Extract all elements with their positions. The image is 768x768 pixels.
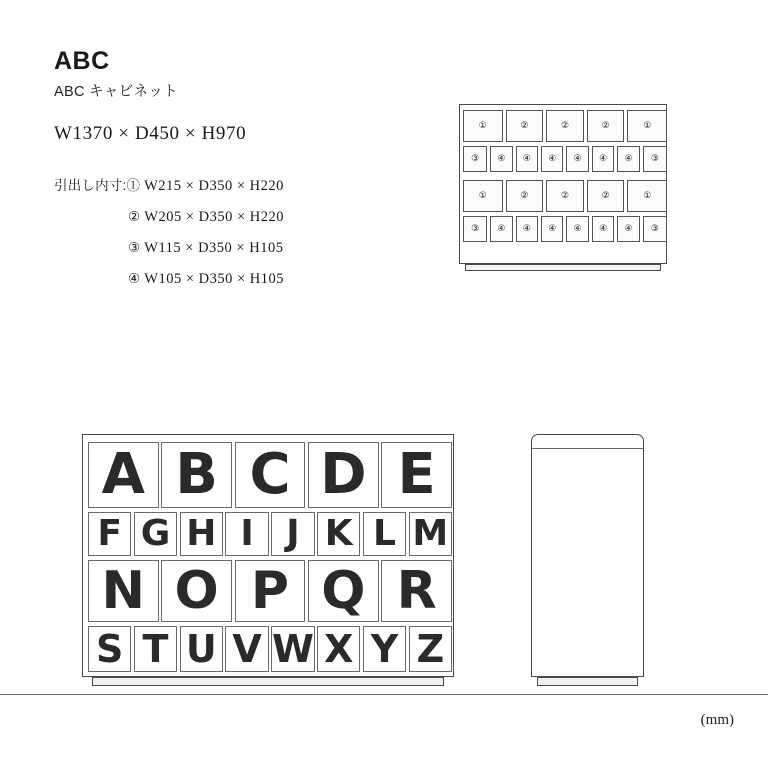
letter-drawer-n: N (88, 560, 159, 622)
front-elevation-diagram (82, 434, 458, 696)
side-elevation-top-edge (531, 448, 644, 449)
drawer-cell: ④ (490, 216, 512, 242)
letter-drawer-r: R (381, 560, 452, 622)
letter-drawer-y: Y (363, 626, 406, 672)
letter-drawer-f: F (88, 512, 131, 556)
letter-drawer-row (88, 512, 452, 556)
drawer-cell: ④ (541, 146, 563, 172)
cabinet-plan-row (463, 110, 667, 142)
drawer-cell: ② (546, 180, 584, 212)
letter-drawer-z: Z (409, 626, 452, 672)
letter-drawer-h: H (180, 512, 223, 556)
drawer-cell: ④ (592, 146, 614, 172)
letter-drawer-p: P (235, 560, 306, 622)
letter-drawer-q: Q (308, 560, 379, 622)
letter-drawer-s: S (88, 626, 131, 672)
drawer-dimension-row (54, 264, 434, 295)
drawer-cell: ④ (566, 146, 588, 172)
letter-drawer-l: L (363, 512, 406, 556)
letter-drawer-row (88, 560, 452, 622)
letter-drawer-a: A (88, 442, 159, 508)
letter-drawer-e: E (381, 442, 452, 508)
letter-drawer-i: I (225, 512, 268, 556)
drawer-dimension-value: W105 × D350 × H105 (144, 271, 284, 288)
drawer-dimension-value: W115 × D350 × H105 (144, 239, 284, 256)
letter-drawer-o: O (161, 560, 232, 622)
drawer-cell: ① (627, 110, 667, 142)
side-elevation-body (531, 434, 644, 677)
drawer-cell: ① (463, 180, 503, 212)
drawer-cell: ③ (463, 216, 487, 242)
drawer-dimension-prefix: 引出し内寸:① (54, 177, 145, 193)
product-name: ABC キャビネット (54, 83, 178, 100)
drawer-cell: ④ (516, 146, 538, 172)
drawer-dimension-row (54, 233, 434, 264)
drawer-cell: ② (546, 110, 584, 142)
cabinet-plan-row (463, 146, 667, 172)
letter-drawer-c: C (235, 442, 306, 508)
drawer-cell: ④ (566, 216, 588, 242)
letter-drawer-m: M (409, 512, 452, 556)
drawer-cell: ③ (463, 146, 487, 172)
drawer-cell: ② (506, 110, 544, 142)
drawer-dimension-prefix: ④ (128, 271, 145, 287)
drawer-cell: ④ (617, 146, 639, 172)
letter-drawer-k: K (317, 512, 360, 556)
letter-drawer-row (88, 626, 452, 672)
drawer-dimension-row (54, 202, 434, 233)
letter-drawer-x: X (317, 626, 360, 672)
drawer-dimension-value: W215 × D350 × H220 (144, 177, 284, 194)
drawer-cell: ② (506, 180, 544, 212)
unit-label: (mm) (700, 712, 734, 728)
drawer-cell: ④ (592, 216, 614, 242)
drawer-cell: ① (463, 110, 503, 142)
letter-drawer-w: W (271, 627, 314, 671)
drawer-cell: ① (627, 180, 667, 212)
drawer-dimension-list (54, 171, 434, 296)
cabinet-plan-diagram (459, 104, 671, 274)
letter-drawer-d: D (308, 442, 379, 508)
letter-drawer-j: J (271, 512, 314, 556)
drawer-cell: ④ (541, 216, 563, 242)
drawer-dimension-prefix: ③ (128, 239, 145, 255)
page-title: ABC (54, 47, 110, 75)
letter-drawer-g: G (134, 512, 177, 556)
drawer-dimension-row (54, 171, 434, 202)
drawer-cell: ③ (643, 146, 667, 172)
letter-drawer-row (88, 442, 452, 508)
letter-drawer-v: V (225, 626, 268, 672)
specification-block (54, 48, 434, 295)
front-elevation-plinth (92, 677, 444, 686)
drawer-dimension-prefix: ② (128, 208, 145, 224)
overall-dimensions: W1370 × D450 × H970 (54, 122, 247, 144)
letter-drawer-b: B (161, 442, 232, 508)
side-elevation-plinth (537, 677, 638, 686)
drawer-dimension-value: W205 × D350 × H220 (144, 208, 284, 225)
drawer-cell: ② (587, 180, 625, 212)
cabinet-plan-plinth (465, 264, 661, 271)
ground-line (0, 694, 768, 695)
drawer-cell: ② (587, 110, 625, 142)
drawer-cell: ③ (643, 216, 667, 242)
cabinet-plan-row (463, 216, 667, 242)
drawer-cell: ④ (617, 216, 639, 242)
side-elevation-diagram (527, 434, 657, 696)
letter-drawer-t: T (134, 626, 177, 672)
letter-drawer-u: U (180, 626, 223, 672)
drawer-cell: ④ (490, 146, 512, 172)
drawer-cell: ④ (516, 216, 538, 242)
cabinet-plan-row (463, 180, 667, 212)
